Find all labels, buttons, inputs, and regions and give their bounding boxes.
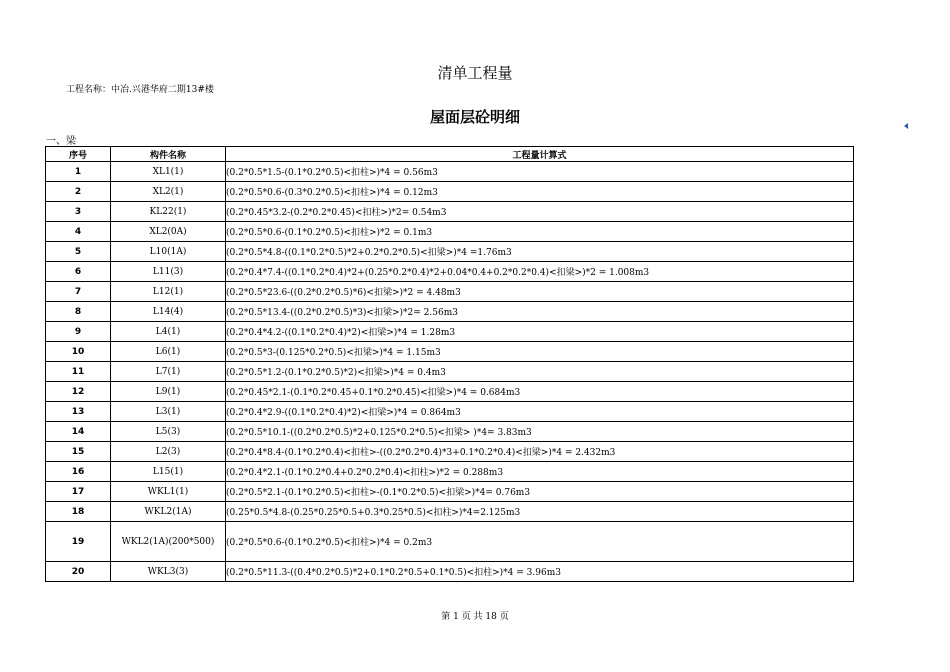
row-number: 15 <box>46 442 111 462</box>
table-row <box>46 382 854 402</box>
table-row <box>46 302 854 322</box>
row-number: 12 <box>46 382 111 402</box>
table-row <box>46 462 854 482</box>
table-row <box>46 482 854 502</box>
component-name: WKL2(1A)(200*500) <box>111 522 226 562</box>
row-number: 10 <box>46 342 111 362</box>
table-row <box>46 402 854 422</box>
header-component: 构件名称 <box>111 147 226 162</box>
quantity-expression: (0.2*0.5*3-(0.125*0.2*0.5)<扣梁>)*4 = 1.15m3 <box>226 342 854 362</box>
row-number: 6 <box>46 262 111 282</box>
section-label: 一、梁 <box>46 136 76 147</box>
quantity-expression: (0.2*0.5*23.6-((0.2*0.2*0.5)*6)<扣梁>)*2 = 4.48m3 <box>226 282 854 302</box>
quantity-expression: (0.2*0.5*0.6-(0.1*0.2*0.5)<扣柱>)*2 = 0.1m3 <box>226 222 854 242</box>
document-title: 清单工程量 <box>437 64 513 82</box>
component-name: L6(1) <box>111 342 226 362</box>
component-name: WKL2(1A) <box>111 502 226 522</box>
quantity-table <box>45 146 854 582</box>
component-name: L15(1) <box>111 462 226 482</box>
row-number: 2 <box>46 182 111 202</box>
table-row <box>46 502 854 522</box>
header-no: 序号 <box>46 147 111 162</box>
row-number: 16 <box>46 462 111 482</box>
quantity-expression: (0.2*0.45*2.1-(0.1*0.2*0.45+0.1*0.2*0.45)<扣梁>)*4 = 0.684m3 <box>226 382 854 402</box>
quantity-expression: (0.2*0.4*2.1-(0.1*0.2*0.4+0.2*0.2*0.4)<扣柱>)*2 = 0.288m3 <box>226 462 854 482</box>
section-title: 屋面层砼明细 <box>429 108 520 126</box>
row-number: 20 <box>46 562 111 582</box>
component-name: L11(3) <box>111 262 226 282</box>
table-row <box>46 442 854 462</box>
quantity-expression: (0.2*0.5*13.4-((0.2*0.2*0.5)*3)<扣梁>)*2= 2.56m3 <box>226 302 854 322</box>
row-number: 18 <box>46 502 111 522</box>
table-row <box>46 322 854 342</box>
component-name: KL22(1) <box>111 202 226 222</box>
row-number: 4 <box>46 222 111 242</box>
component-name: L14(4) <box>111 302 226 322</box>
project-name: 工程名称：中冶.兴港华府二期13#楼 <box>66 85 214 95</box>
quantity-expression: (0.2*0.5*11.3-((0.4*0.2*0.5)*2+0.1*0.2*0.5+0.1*0.5)<扣柱>)*4 = 3.96m3 <box>226 562 854 582</box>
row-number: 1 <box>46 162 111 182</box>
row-number: 11 <box>46 362 111 382</box>
component-name: L7(1) <box>111 362 226 382</box>
component-name: XL2(1) <box>111 182 226 202</box>
quantity-expression: (0.2*0.5*4.8-((0.1*0.2*0.5)*2+0.2*0.2*0.5)<扣梁>)*4 =1.76m3 <box>226 242 854 262</box>
table-row <box>46 522 854 562</box>
table-row <box>46 202 854 222</box>
quantity-expression: (0.2*0.4*7.4-((0.1*0.2*0.4)*2+(0.25*0.2*0.4)*2+0.04*0.4+0.2*0.2*0.4)<扣梁>)*2 = 1.008m3 <box>226 262 854 282</box>
table-row <box>46 222 854 242</box>
table-header-row <box>46 147 854 162</box>
component-name: L3(1) <box>111 402 226 422</box>
quantity-expression: (0.2*0.45*3.2-(0.2*0.2*0.45)<扣柱>)*2= 0.54m3 <box>226 202 854 222</box>
row-number: 17 <box>46 482 111 502</box>
table-row <box>46 342 854 362</box>
row-number: 14 <box>46 422 111 442</box>
quantity-expression: (0.2*0.4*4.2-((0.1*0.2*0.4)*2)<扣梁>)*4 = 1.28m3 <box>226 322 854 342</box>
quantity-expression: (0.2*0.5*10.1-((0.2*0.2*0.5)*2+0.125*0.2*0.5)<扣梁> )*4= 3.83m3 <box>226 422 854 442</box>
component-name: L2(3) <box>111 442 226 462</box>
component-name: L4(1) <box>111 322 226 342</box>
quantity-expression: (0.2*0.4*2.9-((0.1*0.2*0.4)*2)<扣梁>)*4 = 0.864m3 <box>226 402 854 422</box>
row-number: 3 <box>46 202 111 222</box>
component-name: L12(1) <box>111 282 226 302</box>
component-name: WKL1(1) <box>111 482 226 502</box>
table-row <box>46 562 854 582</box>
component-name: L9(1) <box>111 382 226 402</box>
table-row <box>46 282 854 302</box>
quantity-expression: (0.2*0.5*0.6-(0.3*0.2*0.5)<扣柱>)*4 = 0.12m3 <box>226 182 854 202</box>
header-expression: 工程量计算式 <box>226 147 854 162</box>
component-name: XL1(1) <box>111 162 226 182</box>
row-number: 9 <box>46 322 111 342</box>
quantity-expression: (0.2*0.5*1.5-(0.1*0.2*0.5)<扣柱>)*4 = 0.56m3 <box>226 162 854 182</box>
table-row <box>46 362 854 382</box>
quantity-expression: (0.2*0.5*0.6-(0.1*0.2*0.5)<扣柱>)*4 = 0.2m3 <box>226 522 854 562</box>
component-name: XL2(0A) <box>111 222 226 242</box>
table-row <box>46 262 854 282</box>
component-name: L5(3) <box>111 422 226 442</box>
table-row <box>46 242 854 262</box>
row-number: 7 <box>46 282 111 302</box>
quantity-expression: (0.2*0.5*1.2-(0.1*0.2*0.5)*2)<扣梁>)*4 = 0.4m3 <box>226 362 854 382</box>
row-number: 5 <box>46 242 111 262</box>
table-row <box>46 422 854 442</box>
page-footer: 第 1 页 共 18 页 <box>441 612 509 622</box>
quantity-expression: (0.25*0.5*4.8-(0.25*0.25*0.5+0.3*0.25*0.5)<扣柱>)*4=2.125m3 <box>226 502 854 522</box>
collapse-arrow-icon[interactable] <box>904 123 908 129</box>
quantity-expression: (0.2*0.4*8.4-(0.1*0.2*0.4)<扣柱>-((0.2*0.2*0.4)*3+0.1*0.2*0.4)<扣梁>)*4 = 2.432m3 <box>226 442 854 462</box>
table-row <box>46 182 854 202</box>
component-name: WKL3(3) <box>111 562 226 582</box>
row-number: 19 <box>46 522 111 562</box>
component-name: L10(1A) <box>111 242 226 262</box>
row-number: 13 <box>46 402 111 422</box>
table-row <box>46 162 854 182</box>
quantity-expression: (0.2*0.5*2.1-(0.1*0.2*0.5)<扣柱>-(0.1*0.2*0.5)<扣梁>)*4= 0.76m3 <box>226 482 854 502</box>
row-number: 8 <box>46 302 111 322</box>
